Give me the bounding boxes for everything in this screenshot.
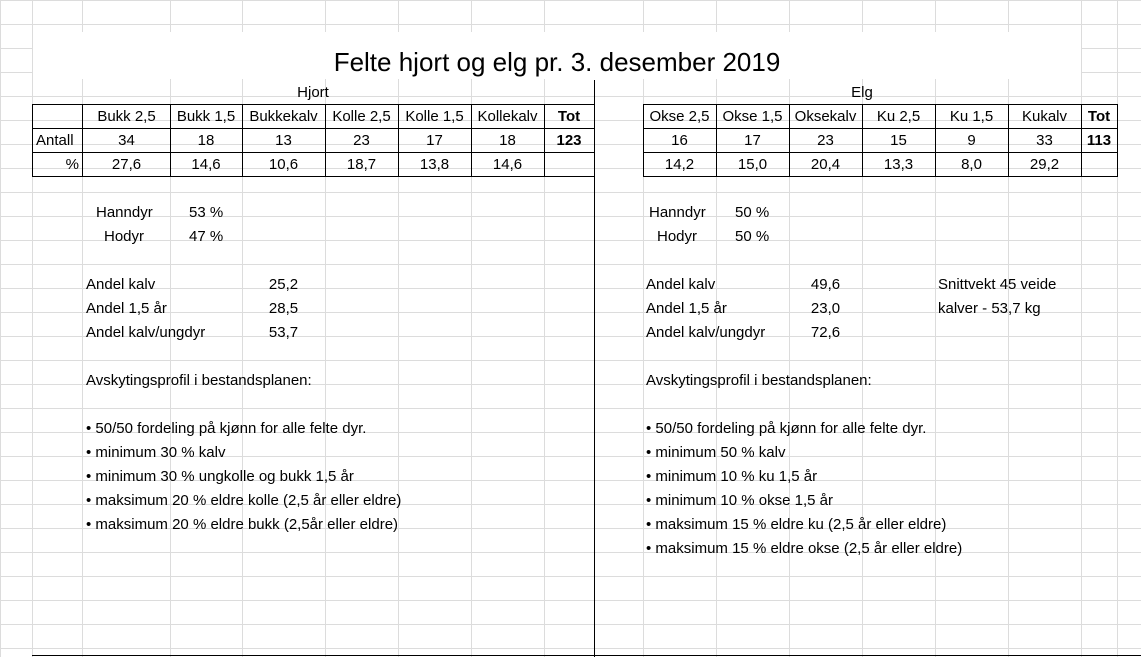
pct-value: 13,3 bbox=[883, 156, 914, 173]
table-border bbox=[544, 104, 545, 177]
hjort-profil-item: • minimum 30 % ungkolle og bukk 1,5 år bbox=[86, 468, 354, 485]
col-oksekalv: Oksekalv bbox=[794, 108, 857, 125]
antall-value: 18 bbox=[197, 132, 215, 149]
table-border bbox=[32, 176, 594, 177]
table-border bbox=[325, 104, 326, 177]
table-border bbox=[1081, 104, 1082, 177]
hjort-andel-ungdyr-value: 53,7 bbox=[268, 324, 299, 341]
col-bukk-15: Bukk 1,5 bbox=[176, 108, 236, 125]
table-border bbox=[32, 104, 594, 105]
table-border bbox=[789, 104, 790, 177]
table-border bbox=[32, 128, 594, 129]
table-border bbox=[643, 104, 1118, 105]
pct-value: 10,6 bbox=[268, 156, 299, 173]
hjort-profil-heading: Avskytingsprofil i bestandsplanen: bbox=[86, 372, 312, 389]
hjort-heading: Hjort bbox=[297, 84, 329, 101]
table-border bbox=[643, 104, 644, 177]
elg-profil-item: • maksimum 15 % eldre okse (2,5 år eller eldre) bbox=[646, 540, 963, 557]
col-okse-25: Okse 2,5 bbox=[649, 108, 710, 125]
table-border bbox=[643, 128, 1118, 129]
hjort-profil-item: • maksimum 20 % eldre kolle (2,5 år eller eldre) bbox=[86, 492, 402, 509]
elg-profil-item: • maksimum 15 % eldre ku (2,5 år eller eldre) bbox=[646, 516, 947, 533]
antall-value: 17 bbox=[426, 132, 443, 149]
elg-snittvekt-line2: kalver - 53,7 kg bbox=[938, 300, 1041, 317]
elg-andel-ungdyr-value: 72,6 bbox=[810, 324, 841, 341]
table-border bbox=[716, 104, 717, 177]
table-border bbox=[242, 104, 243, 177]
elg-hodyr-label: Hodyr bbox=[657, 228, 698, 245]
col-ku-15: Ku 1,5 bbox=[949, 108, 994, 125]
antall-value: 15 bbox=[890, 132, 907, 149]
elg-profil-heading: Avskytingsprofil i bestandsplanen: bbox=[646, 372, 872, 389]
col-bukkekalv: Bukkekalv bbox=[249, 108, 318, 125]
section-divider bbox=[594, 80, 595, 657]
elg-andel-ungdyr-label: Andel kalv/ungdyr bbox=[646, 324, 766, 341]
hjort-hodyr-label: Hodyr bbox=[104, 228, 145, 245]
antall-value: 34 bbox=[118, 132, 135, 149]
hjort-andel-15-value: 28,5 bbox=[268, 300, 299, 317]
col-kukalv: Kukalv bbox=[1021, 108, 1068, 125]
antall-value: 18 bbox=[499, 132, 516, 149]
antall-value: 9 bbox=[967, 132, 976, 149]
pct-value: 27,6 bbox=[111, 156, 142, 173]
pct-value: 14,2 bbox=[664, 156, 695, 173]
table-border bbox=[1008, 104, 1009, 177]
col-okse-15: Okse 1,5 bbox=[722, 108, 783, 125]
elg-snittvekt-line1: Snittvekt 45 veide bbox=[938, 276, 1057, 293]
antall-value: 33 bbox=[1036, 132, 1053, 149]
row-label-antall: Antall bbox=[36, 132, 74, 149]
row-label-pct: % bbox=[65, 156, 79, 173]
pct-value: 14,6 bbox=[191, 156, 221, 173]
elg-hodyr-value: 50 % bbox=[735, 228, 770, 245]
table-border bbox=[170, 104, 171, 177]
col-kolle-15: Kolle 1,5 bbox=[405, 108, 464, 125]
gridline bbox=[1081, 0, 1082, 657]
pct-value: 13,8 bbox=[419, 156, 450, 173]
pct-value: 18,7 bbox=[346, 156, 377, 173]
bottom-border bbox=[32, 655, 594, 656]
antall-value: 23 bbox=[817, 132, 834, 149]
elg-hanndyr-value: 50 % bbox=[735, 204, 770, 221]
table-border bbox=[1117, 104, 1118, 177]
pct-value: 20,4 bbox=[810, 156, 841, 173]
pct-value: 8,0 bbox=[961, 156, 982, 173]
elg-andel-kalv-value: 49,6 bbox=[810, 276, 841, 293]
elg-heading: Elg bbox=[851, 84, 873, 101]
col-tot: Tot bbox=[1087, 108, 1111, 125]
page-title: Felte hjort og elg pr. 3. desember 2019 bbox=[333, 47, 781, 77]
hjort-andel-ungdyr-label: Andel kalv/ungdyr bbox=[86, 324, 206, 341]
antall-total: 113 bbox=[1086, 132, 1112, 149]
table-border bbox=[862, 104, 863, 177]
table-border bbox=[32, 104, 33, 177]
hjort-profil-item: • minimum 30 % kalv bbox=[86, 444, 226, 461]
table-border bbox=[643, 152, 1118, 153]
table-border bbox=[643, 176, 1118, 177]
elg-profil-item: • minimum 10 % ku 1,5 år bbox=[646, 468, 818, 485]
table-border bbox=[398, 104, 399, 177]
antall-value: 13 bbox=[275, 132, 292, 149]
col-tot: Tot bbox=[557, 108, 581, 125]
antall-value: 23 bbox=[353, 132, 370, 149]
hjort-hanndyr-label: Hanndyr bbox=[96, 204, 153, 221]
elg-profil-item: • 50/50 fordeling på kjønn for alle felte dyr. bbox=[646, 420, 927, 437]
hjort-andel-kalv-value: 25,2 bbox=[268, 276, 299, 293]
hjort-profil-item: • 50/50 fordeling på kjønn for alle felte dyr. bbox=[86, 420, 367, 437]
hjort-hanndyr-value: 53 % bbox=[189, 204, 224, 221]
antall-value: 17 bbox=[744, 132, 761, 149]
elg-andel-15-value: 23,0 bbox=[810, 300, 841, 317]
hjort-andel-15-label: Andel 1,5 år bbox=[86, 300, 167, 317]
elg-andel-15-label: Andel 1,5 år bbox=[646, 300, 727, 317]
table-border bbox=[935, 104, 936, 177]
table-border bbox=[471, 104, 472, 177]
pct-value: 29,2 bbox=[1029, 156, 1060, 173]
elg-profil-item: • minimum 50 % kalv bbox=[646, 444, 786, 461]
antall-total: 123 bbox=[556, 132, 582, 149]
hjort-profil-item: • maksimum 20 % eldre bukk (2,5år eller eldre) bbox=[86, 516, 399, 533]
elg-profil-item: • minimum 10 % okse 1,5 år bbox=[646, 492, 833, 509]
col-ku-25: Ku 2,5 bbox=[876, 108, 921, 125]
gridline bbox=[544, 0, 545, 657]
table-border bbox=[32, 152, 594, 153]
bottom-border bbox=[595, 655, 1141, 656]
col-bukk-25: Bukk 2,5 bbox=[97, 108, 156, 125]
elg-andel-kalv-label: Andel kalv bbox=[646, 276, 716, 293]
table-border bbox=[82, 104, 83, 177]
gridline bbox=[1117, 0, 1118, 657]
antall-value: 16 bbox=[671, 132, 688, 149]
gridline bbox=[32, 0, 33, 657]
pct-value: 15,0 bbox=[737, 156, 768, 173]
col-kolle-25: Kolle 2,5 bbox=[332, 108, 391, 125]
pct-value: 14,6 bbox=[492, 156, 523, 173]
col-kollekalv: Kollekalv bbox=[477, 108, 538, 125]
hjort-andel-kalv-label: Andel kalv bbox=[86, 276, 156, 293]
elg-hanndyr-label: Hanndyr bbox=[649, 204, 706, 221]
hjort-hodyr-value: 47 % bbox=[189, 228, 224, 245]
